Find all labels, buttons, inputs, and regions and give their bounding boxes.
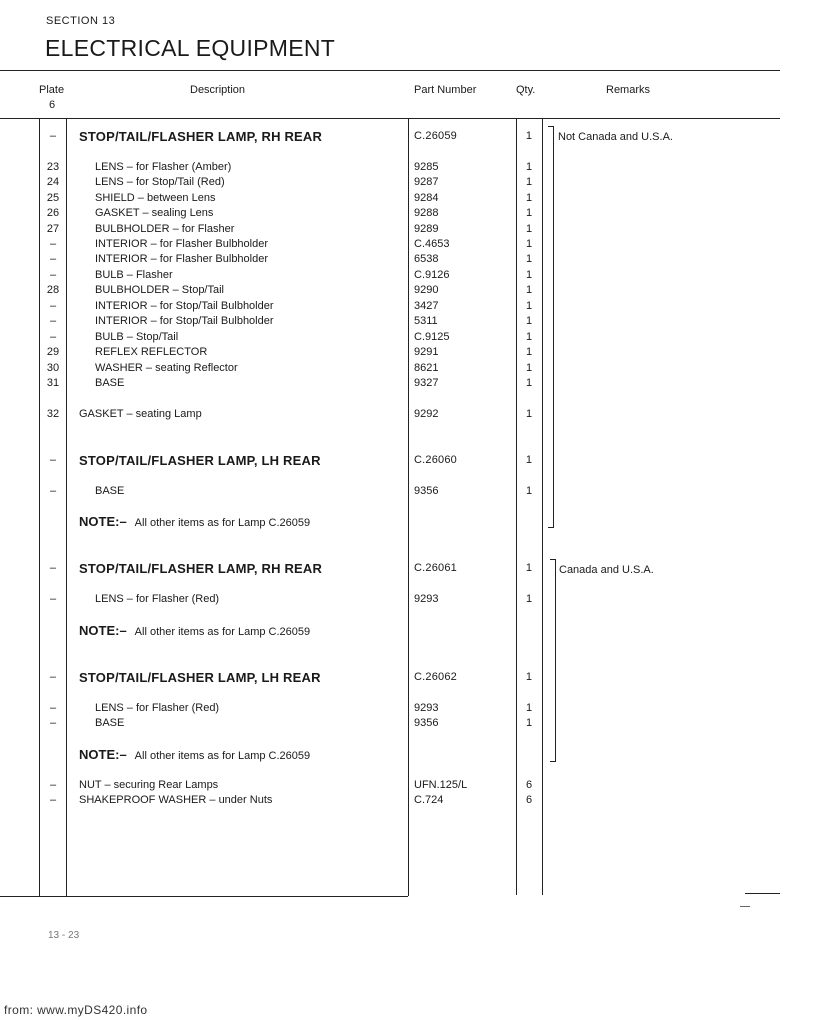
qty-cell: 1 <box>525 284 533 296</box>
description-cell: NUT – securing Rear Lamps <box>79 779 219 791</box>
plate-cell: – <box>49 315 57 327</box>
qty-cell: 1 <box>525 331 533 343</box>
table-row <box>0 284 816 299</box>
part-number-cell: C.26060 <box>414 454 457 466</box>
part-number-cell: 9290 <box>414 284 439 296</box>
part-number-cell: 3427 <box>414 300 439 312</box>
description-cell: LENS – for Flasher (Red) <box>95 702 220 714</box>
qty-cell: 1 <box>525 671 533 683</box>
part-number-cell: UFN.125/L <box>414 779 468 791</box>
plate-cell: – <box>49 717 57 729</box>
plate-cell: – <box>49 300 57 312</box>
description-cell: STOP/TAIL/FLASHER LAMP, RH REAR <box>79 129 323 144</box>
description-cell: BASE <box>95 485 125 497</box>
qty-cell: 1 <box>525 192 533 204</box>
description-cell: WASHER – seating Reflector <box>95 362 238 374</box>
description-cell: GASKET – seating Lamp <box>79 408 202 420</box>
part-number-cell: C.9126 <box>414 269 450 281</box>
part-number-cell: 8621 <box>414 362 439 374</box>
part-number-cell: C.4653 <box>414 238 450 250</box>
source-watermark: from: www.myDS420.info <box>4 1003 148 1017</box>
margin-mark <box>740 906 750 907</box>
table-row <box>0 670 816 685</box>
table-row <box>0 300 816 315</box>
description-cell: LENS – for Stop/Tail (Red) <box>95 176 225 188</box>
qty-cell: 1 <box>525 130 533 142</box>
description-cell: STOP/TAIL/FLASHER LAMP, RH REAR <box>79 561 323 576</box>
description-cell: SHIELD – between Lens <box>95 192 216 204</box>
plate-cell: 31 <box>46 377 60 389</box>
qty-cell: 1 <box>525 315 533 327</box>
table-row <box>0 346 816 361</box>
description-cell: INTERIOR – for Flasher Bulbholder <box>95 238 269 250</box>
table-row <box>0 717 816 732</box>
table-header-rule <box>0 118 780 119</box>
plate-cell: – <box>49 253 57 265</box>
qty-cell: 1 <box>525 238 533 250</box>
table-row <box>0 593 816 608</box>
plate-cell: – <box>49 794 57 806</box>
part-number-cell: 9356 <box>414 485 439 497</box>
remarks-group1: Not Canada and U.S.A. <box>558 131 673 143</box>
plate-cell: 29 <box>46 346 60 358</box>
qty-cell: 1 <box>525 300 533 312</box>
qty-cell: 1 <box>525 362 533 374</box>
part-number-cell: C.26061 <box>414 562 457 574</box>
qty-cell: 1 <box>525 562 533 574</box>
plate-cell: 26 <box>46 207 60 219</box>
bracket-tick-top <box>548 126 554 127</box>
description-cell: LENS – for Flasher (Amber) <box>95 161 232 173</box>
qty-cell: 1 <box>525 346 533 358</box>
note-text: All other items as for Lamp C.26059 <box>134 517 311 529</box>
description-cell: BULBHOLDER – Stop/Tail <box>95 284 224 296</box>
description-cell: INTERIOR – for Stop/Tail Bulbholder <box>95 315 274 327</box>
note-label: NOTE:– <box>79 623 127 638</box>
part-number-cell: 6538 <box>414 253 439 265</box>
table-row <box>0 176 816 191</box>
col-header-remarks: Remarks <box>606 84 651 96</box>
table-row <box>0 223 816 238</box>
plate-cell: 27 <box>46 223 60 235</box>
part-number-cell: 5311 <box>414 315 438 327</box>
bracket-tick-bottom <box>548 527 554 528</box>
description-cell: BASE <box>95 377 125 389</box>
table-bottom-rule <box>0 896 408 897</box>
table-row <box>0 702 816 717</box>
note-label: NOTE:– <box>79 747 127 762</box>
qty-cell: 1 <box>525 485 533 497</box>
table-row <box>0 514 816 529</box>
table-row <box>0 377 816 392</box>
table-row <box>0 362 816 377</box>
note-cell <box>79 514 310 529</box>
part-number-cell: C.26062 <box>414 671 457 683</box>
qty-cell: 1 <box>525 702 533 714</box>
table-row <box>0 192 816 207</box>
plate-cell: – <box>49 130 57 142</box>
table-bottom-rule-right <box>745 893 780 894</box>
section-label: SECTION 13 <box>46 15 116 27</box>
note-text: All other items as for Lamp C.26059 <box>134 626 311 638</box>
description-cell: GASKET – sealing Lens <box>95 207 214 219</box>
part-number-cell: 9289 <box>414 223 439 235</box>
table-row <box>0 485 816 500</box>
description-cell: LENS – for Flasher (Red) <box>95 593 220 605</box>
table-row <box>0 623 816 638</box>
part-number-cell: 9284 <box>414 192 439 204</box>
section-title: ELECTRICAL EQUIPMENT <box>45 35 336 61</box>
part-number-cell: 9293 <box>414 702 439 714</box>
table-top-rule <box>0 70 780 71</box>
note-label: NOTE:– <box>79 514 127 529</box>
note-cell <box>79 623 310 638</box>
col-header-plate: Plate <box>39 84 65 96</box>
table-row <box>0 207 816 222</box>
description-cell: BASE <box>95 717 125 729</box>
plate-cell: 28 <box>46 284 60 296</box>
plate-cell: – <box>49 269 57 281</box>
part-number-cell: C.724 <box>414 794 444 806</box>
plate-cell: – <box>49 671 57 683</box>
col-header-part-number: Part Number <box>414 84 477 96</box>
table-row <box>0 747 816 762</box>
remarks-bracket-group2 <box>555 559 556 762</box>
part-number-cell: C.9125 <box>414 331 450 343</box>
bracket-tick-top <box>550 559 556 560</box>
plate-cell: – <box>49 454 57 466</box>
qty-cell: 1 <box>525 269 533 281</box>
table-row <box>0 561 816 576</box>
qty-cell: 1 <box>525 454 533 466</box>
description-cell: INTERIOR – for Flasher Bulbholder <box>95 253 269 265</box>
plate-cell: 25 <box>46 192 60 204</box>
plate-cell: – <box>49 702 57 714</box>
note-text: All other items as for Lamp C.26059 <box>134 750 311 762</box>
plate-cell: – <box>49 562 57 574</box>
description-cell: STOP/TAIL/FLASHER LAMP, LH REAR <box>79 453 321 468</box>
table-row <box>0 779 816 794</box>
plate-cell: 30 <box>46 362 60 374</box>
table-row <box>0 253 816 268</box>
table-row <box>0 331 816 346</box>
table-row <box>0 453 816 468</box>
qty-cell: 1 <box>525 253 533 265</box>
table-row <box>0 315 816 330</box>
plate-cell: 23 <box>46 161 60 173</box>
qty-cell: 1 <box>525 408 533 420</box>
col-header-qty: Qty. <box>516 84 536 96</box>
part-number-cell: 9288 <box>414 207 439 219</box>
description-cell: BULB – Flasher <box>95 269 173 281</box>
plate-cell: – <box>49 593 57 605</box>
plate-cell: – <box>49 238 57 250</box>
description-cell: REFLEX REFLECTOR <box>95 346 208 358</box>
part-number-cell: 9293 <box>414 593 439 605</box>
qty-cell: 1 <box>525 161 533 173</box>
qty-cell: 1 <box>525 207 533 219</box>
table-row <box>0 269 816 284</box>
plate-cell: – <box>49 331 57 343</box>
table-row <box>0 794 816 809</box>
col-header-plate-number: 6 <box>49 99 56 111</box>
col-header-description: Description <box>190 84 246 96</box>
part-number-cell: 9292 <box>414 408 439 420</box>
bracket-tick-bottom <box>550 761 556 762</box>
note-cell <box>79 747 310 762</box>
qty-cell: 1 <box>525 176 533 188</box>
plate-cell: 32 <box>46 408 60 420</box>
table-row <box>0 129 816 144</box>
plate-cell: – <box>49 485 57 497</box>
part-number-cell: 9327 <box>414 377 439 389</box>
plate-cell: 24 <box>46 176 60 188</box>
description-cell: BULB – Stop/Tail <box>95 331 179 343</box>
remarks-group2: Canada and U.S.A. <box>559 564 654 576</box>
table-row <box>0 408 816 423</box>
description-cell: INTERIOR – for Stop/Tail Bulbholder <box>95 300 274 312</box>
plate-cell: – <box>49 779 57 791</box>
remarks-bracket-group1 <box>553 126 554 528</box>
part-number-cell: C.26059 <box>414 130 457 142</box>
description-cell: STOP/TAIL/FLASHER LAMP, LH REAR <box>79 670 321 685</box>
part-number-cell: 9356 <box>414 717 439 729</box>
description-cell: SHAKEPROOF WASHER – under Nuts <box>79 794 273 806</box>
qty-cell: 1 <box>525 593 533 605</box>
qty-cell: 6 <box>525 794 533 806</box>
part-number-cell: 9285 <box>414 161 439 173</box>
qty-cell: 1 <box>525 377 533 389</box>
qty-cell: 6 <box>525 779 533 791</box>
part-number-cell: 9291 <box>414 346 439 358</box>
part-number-cell: 9287 <box>414 176 439 188</box>
description-cell: BULBHOLDER – for Flasher <box>95 223 235 235</box>
page-number: 13 - 23 <box>48 930 80 941</box>
qty-cell: 1 <box>525 223 533 235</box>
table-row <box>0 161 816 176</box>
qty-cell: 1 <box>525 717 533 729</box>
table-row <box>0 238 816 253</box>
